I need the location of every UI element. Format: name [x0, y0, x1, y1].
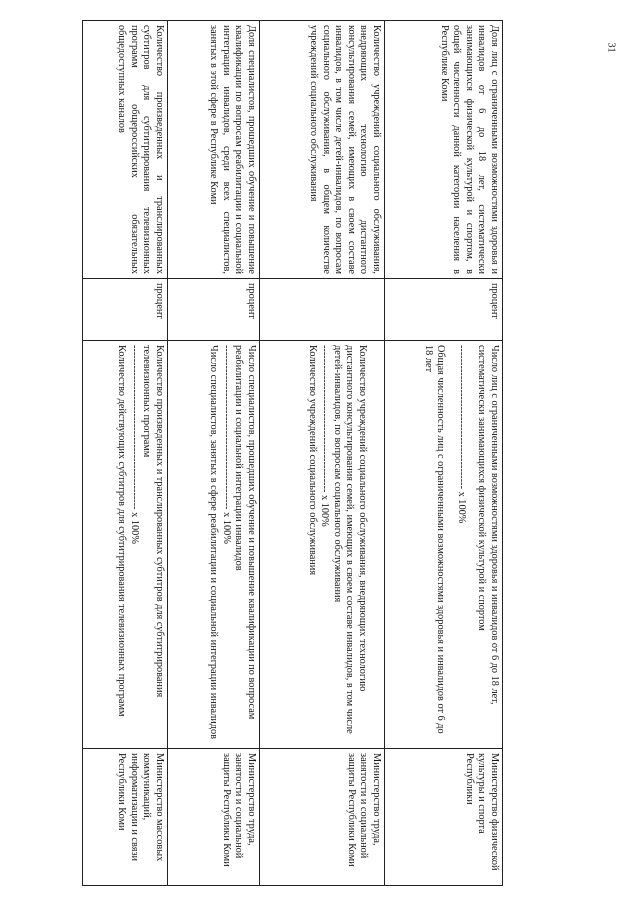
formula-cell [83, 341, 168, 749]
formula-numerator: Количество произведенных и транслированных субтитров для субтитрирования телевизионных программ [141, 345, 165, 698]
indicator-cell: Доля специалистов, прошедших обучение и повышение квалификации по вопросам реабилитации и социальной интеграции инвалидов, среди всех специалистов, занятых в этой сфере в Республике Коми [168, 21, 260, 279]
indicator-cell: Количество учреждений социального обслуживания, внедряющих технологию дистантного консультирования семей, имеющих в своем составе инвалидов, в том числе детей-инвалидов, по вопросам социального обслуживания, в общем количестве учреждений социального обслуживания [260, 21, 385, 279]
rotated-page [83, 20, 503, 885]
formula-denominator: Количество действующих субтитров для субтитрирования телевизионных программ [116, 345, 128, 717]
formula-numerator: Число лиц с ограниченными возможностями здоровья и инвалидов от 6 до 18 лет, систематически занимающихся физической культурой и спортом [476, 345, 500, 705]
indicator-cell: Доля лиц с ограниченными возможностями здоровья и инвалидов от 6 до 18 лет, систематически занимающихся физической культурой и спортом, в общей численности данной категории населения в Республике Коми [385, 21, 503, 279]
responsible-cell: Министерство массовых коммуникаций, информатизации и связи Республики Коми [83, 749, 168, 886]
table-row [260, 21, 385, 886]
indicators-table [82, 20, 503, 886]
formula-numerator: Число специалистов, прошедших обучение и повышение квалификации по вопросам реабилитации и социальной интеграции инвалидов [233, 345, 257, 720]
formula-cell [385, 341, 503, 749]
indicator-cell: Количество произведенных и транслированных субтитров для субтитрирования телевизионных программ общероссийских обязательных общедоступных каналов [83, 21, 168, 279]
page-number: 31 [605, 42, 617, 53]
unit-cell [260, 279, 385, 341]
formula-denominator: Число специалистов, занятых в сфере реабилитации и социальной интеграции инвалидов [208, 345, 220, 740]
formula-denominator: Общая численность лиц с ограниченными возможностями здоровья и инвалидов от 6 до 18 лет [422, 345, 447, 734]
responsible-cell: Министерство труда, занятости и социальной защиты Республики Коми [168, 749, 260, 886]
formula-numerator: Количество учреждений социального обслуживания, внедряющих технологию дистантного консультирования семей, имеющих в своем составе инвалидов, в том числе детей-инвалидов, по вопросам социального обслуживания [331, 345, 368, 734]
unit-cell: процент [168, 279, 260, 341]
unit-cell: процент [385, 279, 503, 341]
indicators-table-wrapper [83, 20, 503, 885]
table-row [83, 21, 168, 886]
responsible-cell: Министерство физической культуры и спорта Республики [385, 749, 503, 886]
table-row [385, 21, 503, 886]
formula-cell [260, 341, 385, 749]
formula-line: ------------------------------------------------ х 100% [220, 345, 232, 544]
table-row [168, 21, 260, 886]
formula-line: ------------------------------------------ х 100% [455, 345, 467, 524]
formula-cell [168, 341, 260, 749]
responsible-cell: Министерство труда, занятости и социальной защиты Республики Коми [260, 749, 385, 886]
formula-line: ------------------------------------------------ х 100% [128, 345, 140, 544]
formula-denominator: Количество учреждений социального обслуживания [306, 345, 318, 576]
formula-line: ------------------------------------------- х 100% [319, 345, 331, 527]
unit-cell: процент [83, 279, 168, 341]
